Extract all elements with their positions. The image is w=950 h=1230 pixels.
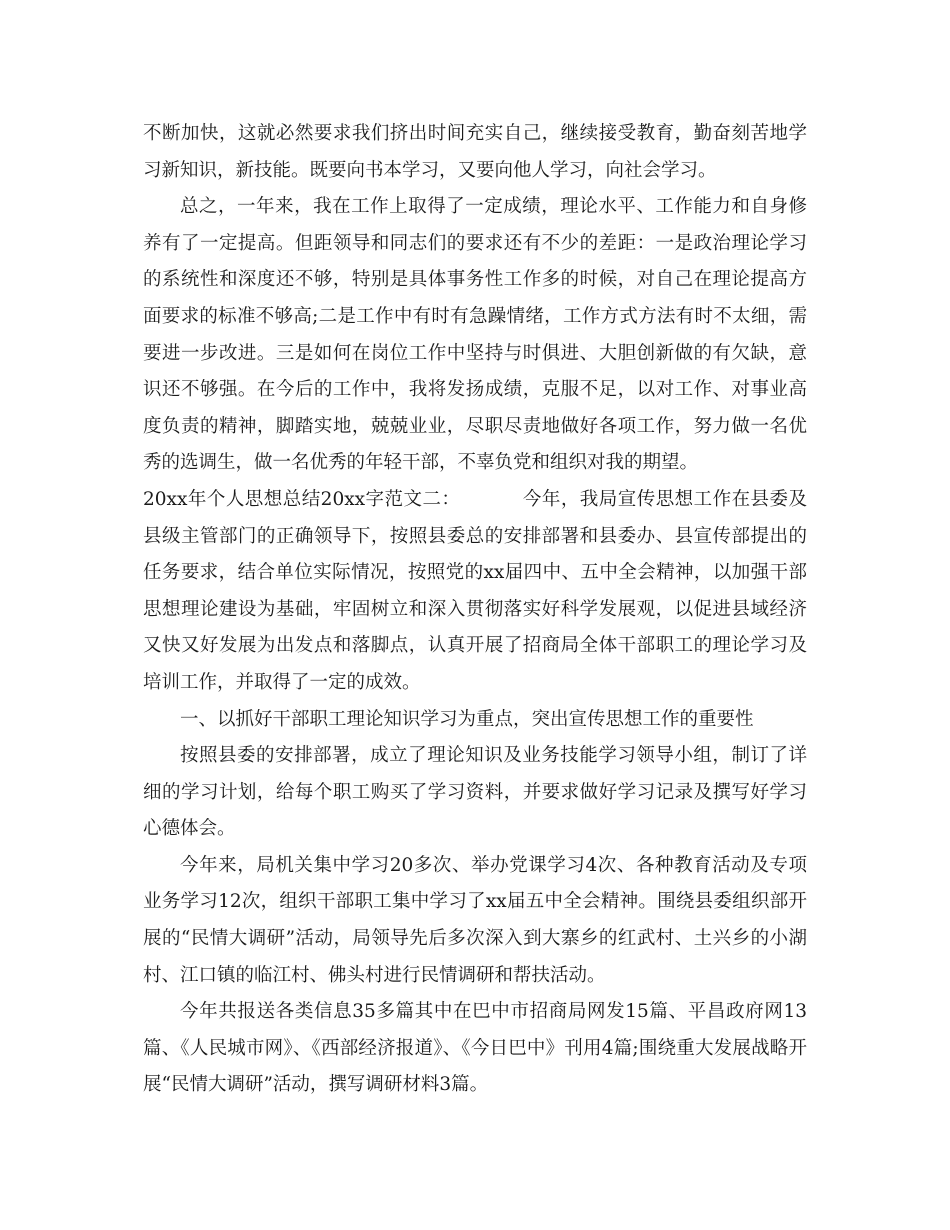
section-heading: 一、以抓好干部职工理论知识学习为重点，突出宣传思想工作的重要性 <box>180 708 754 730</box>
paragraph-continuation: 不断加快，这就必然要求我们挤出时间充实自己，继续接受教育，勤奋刻苦地学习新知识，新技能。既要向书本学习，又要向他人学习，向社会学习。 <box>143 123 807 181</box>
paragraph-essay-intro <box>143 482 807 702</box>
paragraph-summary: 总之，一年来，我在工作上取得了一定成绩，理论水平、工作能力和自身修养有了一定提高。但距领导和同志们的要求还有不少的差距：一是政治理论学习的系统性和深度还不够，特别是具体事务性工作多的时候，对自己在理论提高方面要求的标准不够高;二是工作中有时有急躁情绪，工作方式方法有时不太细，需要进一步改进。三是如何在岗位工作中坚持与时俱进、大胆创新做的有欠缺，意识还不够强。在今后的工作中，我将发扬成绩，克服不足，以对工作、对事业高度负责的精神，脚踏实地，兢兢业业，尽职尽责地做好各项工作，努力做一名优秀的选调生，做一名优秀的年轻干部，不辜负党和组织对我的期望。 <box>143 196 807 474</box>
document-body <box>143 116 807 1104</box>
essay-title: 20xx年个人思想总结20xx字范文二： <box>143 488 461 510</box>
paragraph-plan: 按照县委的安排部署，成立了理论知识及业务技能学习领导小组，制订了详细的学习计划，给每个职工购买了学习资料，并要求做好学习记录及撰写好学习心德体会。 <box>143 745 807 840</box>
paragraph-reports: 今年共报送各类信息35多篇其中在巴中市招商局网发15篇、平昌政府网13篇、《人民城市网》、《西部经济报道》、《今日巴中》刊用4篇;围绕重大发展战略开展“民情大调研”活动，撰写调研材料3篇。 <box>143 1001 807 1096</box>
essay-intro-text: 今年，我局宣传思想工作在县委及县级主管部门的正确领导下，按照县委总的安排部署和县委办、县宣传部提出的任务要求，结合单位实际情况，按照党的xx届四中、五中全会精神，以加强干部思想理论建设为基础，牢固树立和深入贯彻落实好科学发展观，以促进县域经济又快又好发展为出发点和落脚点，认真开展了招商局全体干部职工的理论学习及培训工作，并取得了一定的成效。 <box>143 488 807 693</box>
paragraph-activities: 今年来，局机关集中学习20多次、举办党课学习4次、各种教育活动及专项业务学习12次，组织干部职工集中学习了xx届五中全会精神。围绕县委组织部开展的“民情大调研”活动，局领导先后多次深入到大寨乡的红武村、土兴乡的小湖村、江口镇的临江村、佛头村进行民情调研和帮扶活动。 <box>143 854 807 986</box>
